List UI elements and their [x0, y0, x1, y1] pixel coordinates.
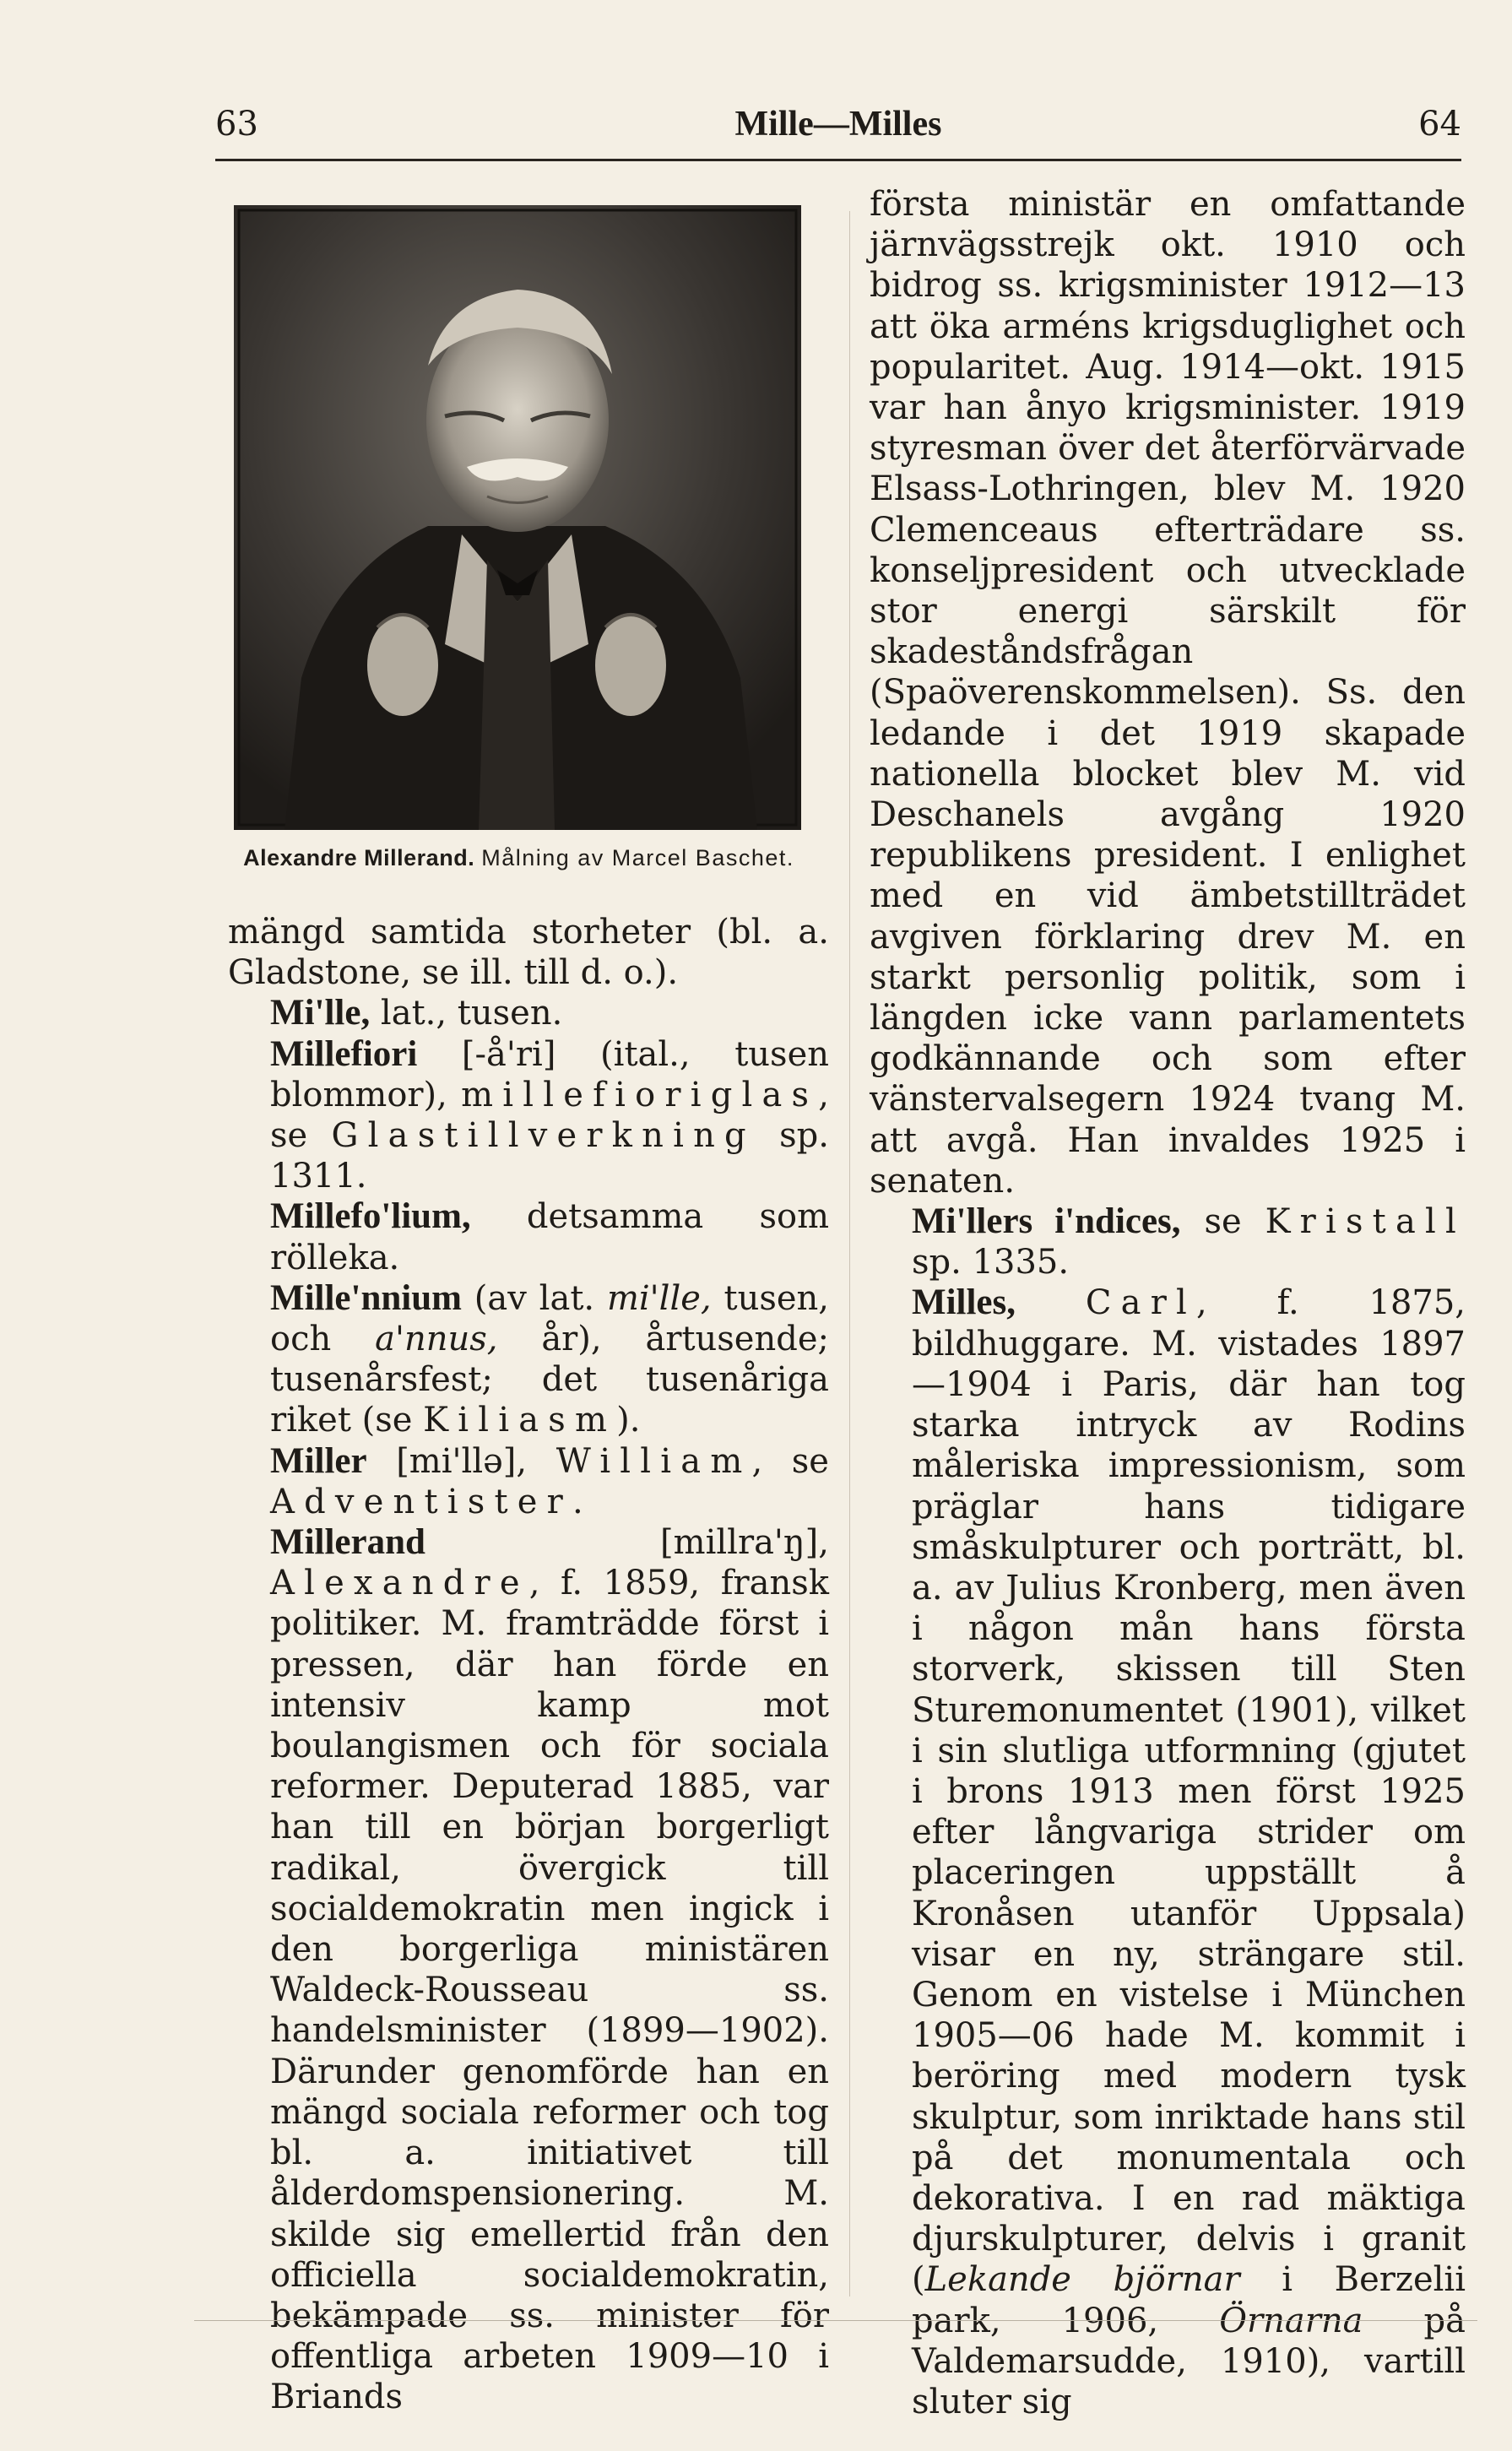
spaced-name: William — [555, 1441, 752, 1481]
entry-millers-indices — [870, 1201, 1466, 1282]
cross-reference: Kristall — [1265, 1202, 1466, 1242]
cross-reference: Glastillverkning — [331, 1116, 756, 1156]
figure-caption — [221, 843, 816, 873]
entry-milles — [870, 1282, 1466, 2422]
right-column — [870, 184, 1466, 2422]
page-number-right: 64 — [1418, 105, 1461, 144]
left-column — [228, 912, 829, 2418]
entry-text: ). — [616, 1401, 641, 1440]
entry-text: [-å'ri] (ital., tusen blommor), — [270, 1034, 829, 1114]
paragraph-continuation — [228, 912, 829, 993]
continuation-text: mängd samtida storheter (bl. a. Gladstone, se ill. till d. o.). — [228, 913, 829, 993]
headword: Miller — [270, 1440, 367, 1481]
headword: Mille'nnium — [270, 1277, 462, 1318]
entry-text: sp. 1335. — [912, 1243, 1070, 1282]
continuation-text: första ministär en omfattande järnvägsstrejk okt. 1910 och bidrog ss. krigsminister 1912—13 att öka arméns krigsduglighet och popularitet. Aug. 1914—okt. 1915 var han ånyo krigsminister. 1919 styresman över det återförvärvade Elsass-Lothringen, blev M. 1920 Clemenceaus efterträdare ss. konseljpresident och utvecklade stor energi särskilt för skadeståndsfrågan (Spaöverenskommelsen). Ss. den ledande i det 1919 skapade nationella blocket blev M. vid Deschanels avgång 1920 republikens president. I enlighet med en vid ämbetstillträdet avgiven förklaring drev M. en starkt personlig politik, som i längden icke vann parlamentets godkännande och som efter vänstervalsegern 1924 tvang M. att avgå. Han invaldes 1925 i senaten. — [870, 185, 1466, 1201]
entry-text: . — [572, 1482, 583, 1521]
header-rule — [215, 159, 1461, 161]
entry-millerand — [228, 1522, 829, 2417]
entry-text: på Valdemarsudde, 1910), vartill sluter sig — [912, 2301, 1466, 2421]
caption-credit: Målning av Marcel Baschet. — [481, 845, 794, 870]
entry-miller — [228, 1441, 829, 1522]
entry-text: , se — [751, 1441, 829, 1481]
entry-text: , se — [270, 1075, 829, 1156]
entry-text: detsamma som rölleka. — [270, 1197, 829, 1277]
headword: Millerand — [270, 1522, 425, 1563]
entry-text: tusen, och — [270, 1278, 829, 1359]
caption-name: Alexandre Millerand. — [243, 845, 475, 870]
italic-title: Lekande björnar — [924, 2260, 1240, 2300]
headword: Millefiori — [270, 1033, 418, 1074]
italic-term: mi'lle, — [606, 1278, 712, 1318]
entry-text: år), årtusende; tusenårsfest; det tusenåriga riket (se — [270, 1320, 829, 1440]
entry-millefiori — [228, 1034, 829, 1197]
italic-title: Örnarna — [1219, 2301, 1363, 2340]
entry-text: sp. 1311. — [270, 1116, 829, 1196]
entry-millefolium — [228, 1196, 829, 1277]
entry-millennium — [228, 1278, 829, 1441]
entry-text: (av lat. — [461, 1278, 607, 1318]
cross-reference: Kiliasm — [423, 1401, 617, 1440]
headword: Mi'llers i'ndices, — [912, 1201, 1181, 1242]
entry-text: , f. 1875, bildhuggare. M. vistades 1897—1904 i Paris, där han tog starka intryck av Rodins måleriska impressionism, som präglar hans tidigare småskulpturer och porträtt, bl. a. av Julius Kronberg, men även i någon mån hans första storverk, skissen till Sten Sturemonumentet (1901), vilket i sin slutliga utformning (gjutet i brons 1913 men först 1925 efter långvariga strider om placeringen uppställt å Kronåsen utanför Uppsala) visar en ny, strängare stil. Genom en vistelse i München 1905—06 hade M. kommit i beröring med modern tysk skulptur, som inriktade hans stil på det monumentala och dekorativa. I en rad mäktiga djurskulpturer, delvis i granit ( — [912, 1283, 1466, 2300]
spaced-name: Carl — [1085, 1283, 1197, 1323]
italic-term: a'nnus, — [375, 1320, 498, 1359]
entry-text: se — [1180, 1202, 1265, 1242]
paragraph-continuation — [870, 184, 1466, 1201]
entry-mille — [228, 993, 829, 1033]
entry-text: i Berzelii park, 1906, — [912, 2260, 1466, 2340]
column-divider — [849, 211, 850, 2296]
headword: Mi'lle, — [270, 993, 371, 1033]
headword: Milles, — [912, 1282, 1016, 1323]
footer-rule — [194, 2320, 1477, 2321]
portrait-illustration — [234, 205, 801, 830]
running-title: Mille—Milles — [734, 105, 942, 144]
page-header — [215, 95, 1461, 154]
entry-text: , f. 1859, fransk politiker. M. framträdde först i pressen, där han förde en intensiv kamp mot boulangismen och för sociala reformer. Deputerad 1885, var han till en början borgerligt radikal, övergick till socialdemokratin men ingick i den borgerliga ministären Waldeck-Rousseau ss. handelsminister (1899—1902). Därunder genomförde han en mängd sociala reformer och tog bl. a. initiativet till ålderdomspensionering. M. skilde sig emellertid från den officiella socialdemokratin, bekämpade ss. minister för offentliga arbeten 1909—10 i Briands — [270, 1564, 829, 2417]
headword: Millefo'lium, — [270, 1196, 471, 1237]
entry-text: lat., tusen. — [370, 994, 563, 1033]
page-number-left: 63 — [215, 105, 258, 144]
entry-text: [millra'ŋ], — [425, 1523, 829, 1563]
cross-reference: Adventister — [270, 1482, 572, 1521]
spaced-term: millefioriglas — [461, 1075, 819, 1114]
spaced-name: Alexandre — [270, 1564, 529, 1603]
entry-text: [mi'llə], — [366, 1441, 556, 1481]
